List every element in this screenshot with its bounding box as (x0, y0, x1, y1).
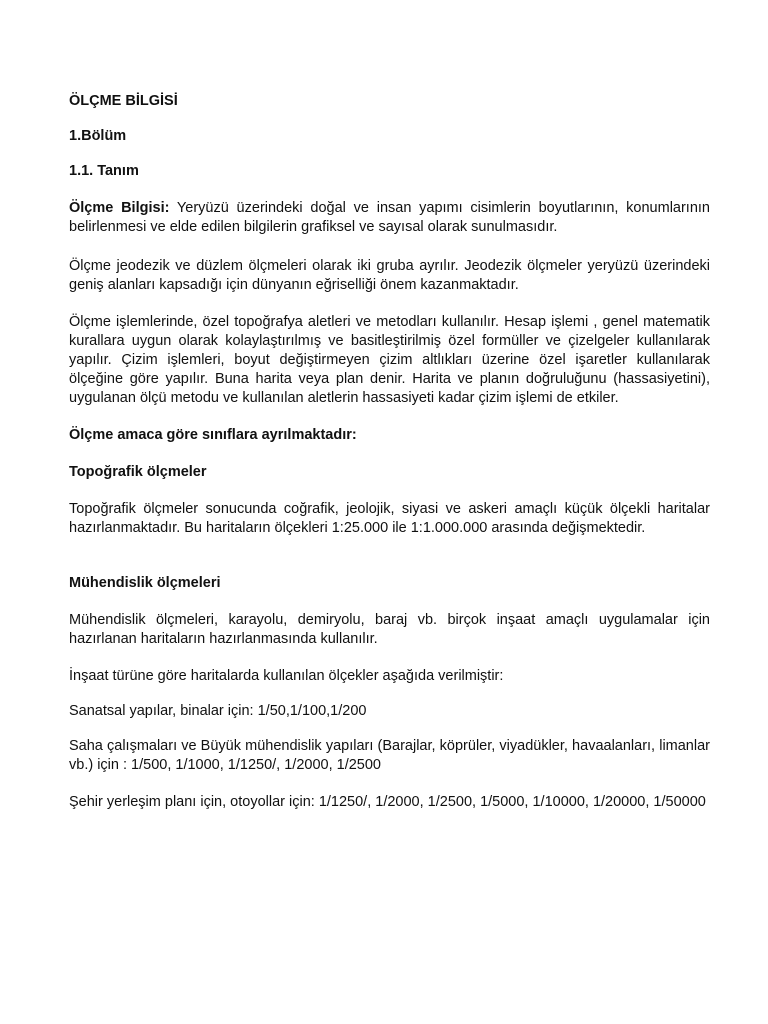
section-heading: 1.1. Tanım (69, 163, 139, 179)
definition-text: Yeryüzü üzerindeki doğal ve insan yapımı cisimlerin boyutlarının, konumlarının belirlenmesi ve elde edilen bilgilerin grafiksel ve sayısal olarak sunulmasıdır. (69, 200, 710, 235)
scale-field-paragraph: Saha çalışmaları ve Büyük mühendislik yapıları (Barajlar, köprüler, viyadükler, havaalanları, limanlar vb.) için : 1/500, 1/1000, 1/1250/, 1/2000, 1/2500 (69, 738, 710, 773)
topographic-heading: Topoğrafik ölçmeler (69, 464, 207, 480)
process-paragraph: Ölçme işlemlerinde, özel topoğrafya aletleri ve metodları kullanılır. Hesap işlemi , genel matematik kurallara uygun olarak kolaylaştırılmış ve basitleştirilmiş özel formüller ve çizelgeler kullanılarak yapılır. Çizim işlemleri, boyut değiştirmeyen çizim altlıkları üzerine özel işaretler kullanılarak ölçeğine göre yapılır. Buna harita veya plan denir. Harita ve planın doğruluğunu (hassasiyetini), uygulanan ölçü metodu ve kullanılan aletlerin hassasiyeti kadar çizim işlemi de etkiler. (69, 314, 710, 406)
document-title: ÖLÇME BİLGİSİ (69, 93, 178, 109)
scale-art-paragraph: Sanatsal yapılar, binalar için: 1/50,1/100,1/200 (69, 703, 367, 719)
chapter-heading: 1.Bölüm (69, 128, 127, 144)
definition-paragraph (69, 199, 710, 237)
geodesy-paragraph: Ölçme jeodezik ve düzlem ölçmeleri olarak iki gruba ayrılır. Jeodezik ölçmeler yeryüzü üzerindeki geniş alanları kapsadığı için dünyanın eğriselliği önem kazanmaktadır. (69, 258, 710, 293)
classification-heading: Ölçme amaca göre sınıflara ayrılmaktadır: (69, 427, 357, 443)
engineering-heading: Mühendislik ölçmeleri (69, 575, 221, 591)
engineering-paragraph: Mühendislik ölçmeleri, karayolu, demiryolu, baraj vb. birçok inşaat amaçlı uygulamalar için hazırlanan haritaların hazırlanmasında kullanılır. (69, 612, 710, 647)
topographic-paragraph: Topoğrafik ölçmeler sonucunda coğrafik, jeolojik, siyasi ve askeri amaçlı küçük ölçekli haritalar hazırlanmaktadır. Bu haritaların ölçekleri 1:25.000 ile 1:1.000.000 arasında değişmektedir. (69, 501, 710, 536)
definition-term: Ölçme Bilgisi: (69, 200, 170, 216)
scale-city-paragraph: Şehir yerleşim planı için, otoyollar için: 1/1250/, 1/2000, 1/2500, 1/5000, 1/10000, 1/20000, 1/50000 (69, 794, 706, 810)
construction-intro-paragraph: İnşaat türüne göre haritalarda kullanılan ölçekler aşağıda verilmiştir: (69, 668, 504, 684)
document-body (69, 92, 710, 812)
